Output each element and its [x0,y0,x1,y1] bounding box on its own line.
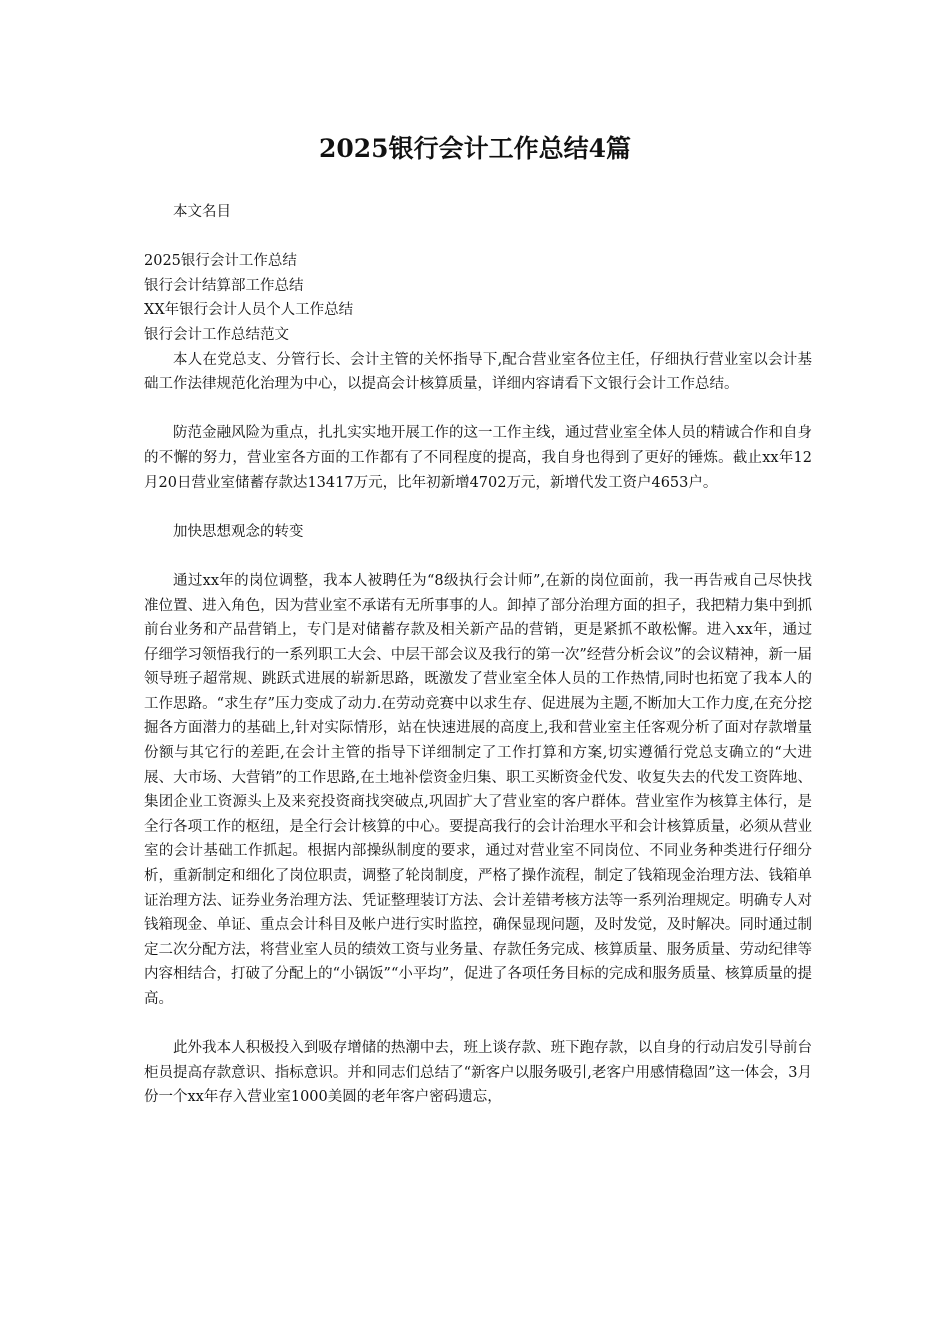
section-heading: 加快思想观念的转变 [173,523,304,540]
body-paragraph: 本人在党总支、分管行长、会计主管的关怀指导下,配合营业室各位主任，仔细执行营业室以会计基础工作法律规范化治理为中心，以提高会计核算质量，详细内容请看下文银行会计工作总结。 [144,351,812,393]
body-paragraph: 通过xx年的岗位调整，我本人被聘任为“8级执行会计师”,在新的岗位面前，我一再告戒自己尽快找准位置、进入角色，因为营业室不承诺有无所事事的人。卸掉了部分治理方面的担子，我把精力集中到抓前台业务和产品营销上，专门是对储蓄存款及相关新产品的营销，更是紧抓不敢松懈。进入xx年，通过仔细学习领悟我行的一系列职工大会、中层干部会议及我行的第一次”经营分析会议”的会议精神，新一届领导班子超常规、跳跃式进展的崭新思路，既激发了营业室全体人员的工作热情,同时也拓宽了我本人的工作思路。“求生存”压力变成了动力.在劳动竞赛中以求生存、促进展为主题,不断加大工作力度,在充分挖掘各方面潜力的基础上,针对实际情形，站在快速进展的高度上,我和营业室主任客观分析了面对存款增量份额与其它行的差距,在会计主管的指导下详细制定了工作打算和方案,切实遵循行党总支确立的“大进展、大市场、大营销”的工作思路,在土地补偿资金归集、职工买断资金代发、收复失去的代发工资阵地、集团企业工资源头上及来兖投资商找突破点,巩固扩大了营业室的客户群体。营业室作为核算主体行，是全行各项工作的枢纽，是全行会计核算的中心。要提高我行的会计治理水平和会计核算质量，必须从营业室的会计基础工作抓起。根据内部操纵制度的要求，通过对营业室不同岗位、不同业务种类进行仔细分析，重新制定和细化了岗位职责，调整了轮岗制度，严格了操作流程，制定了钱箱现金治理方法、钱箱单证治理方法、证券业务治理方法、凭证整理装订方法、会计差错考核方法等一系列治理规定。明确专人对钱箱现金、单证、重点会计科目及帐户进行实时监控，确保显现问题，及时发觉，及时解决。同时通过制定二次分配方法，将营业室人员的绩效工资与业务量、存款任务完成、核算质量、服务质量、劳动纪律等内容相结合，打破了分配上的“小锅饭”“小平均”，促进了各项任务目标的完成和服务质量、核算质量的提高。 [144,572,812,1007]
toc-item: XX年银行会计人员个人工作总结 [144,302,354,319]
body-paragraph: 防范金融风险为重点，扎扎实实地开展工作的这一工作主线，通过营业室全体人员的精诚合作和自身的不懈的努力，营业室各方面的工作都有了不同程度的提高，我自身也得到了更好的锤炼。截止xx年12月20日营业室储蓄存款达13417万元，比年初新增4702万元，新增代发工资户4653户。 [144,425,812,491]
toc-item: 银行会计结算部工作总结 [144,277,304,294]
spacer [144,397,812,422]
toc-item: 2025银行会计工作总结 [144,253,297,270]
spacer [144,495,812,520]
toc-heading: 本文名目 [173,204,231,220]
document-title: 2025银行会计工作总结4篇 [319,134,631,163]
spacer [144,1012,812,1037]
toc-item: 银行会计工作总结范文 [144,326,289,343]
spacer [144,544,812,569]
body-paragraph: 此外我本人积极投入到吸存增储的热潮中去，班上谈存款、班下跑存款，以自身的行动启发引导前台柜员提高存款意识、指标意识。并和同志们总结了“新客户以服务吸引,老客户用感情稳固”这一体会，3月份一个xx年存入营业室1000美圆的老年客户密码遗忘， [144,1040,812,1106]
document-body [144,200,812,1110]
spacer [144,225,812,250]
